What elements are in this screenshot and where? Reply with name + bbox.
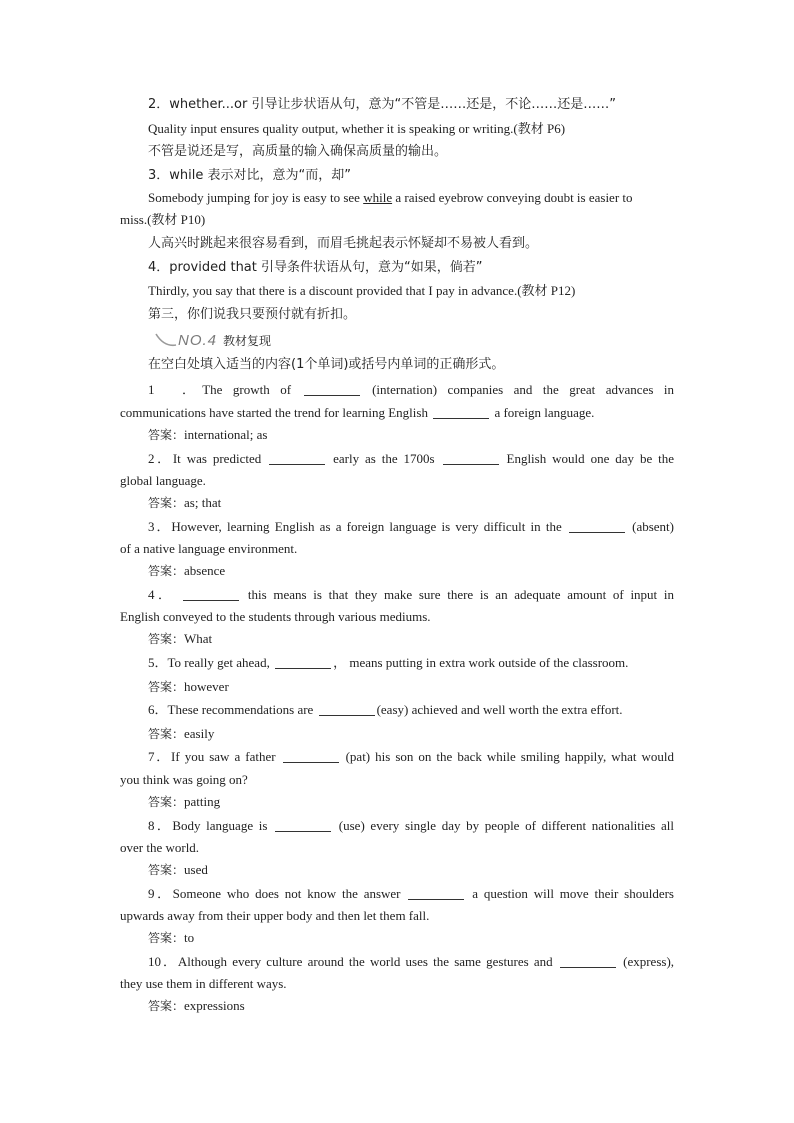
exercise-3-answer: 答案：absence — [148, 563, 226, 578]
exercise-7-line1: 7．If you saw a father (pat) his son on the back while smiling happily, what would — [148, 749, 674, 764]
item4-title: 4．provided that 引导条件状语从句，意为“如果，倘若” — [148, 260, 483, 275]
item4-example-zh: 第三，你们说我只要预付就有折扣。 — [148, 307, 357, 322]
exercise-9-line2: upwards away from their upper body and then let them fall. — [120, 908, 430, 923]
exercise-1-line1: 1 ．The growth of (internation) companies and the great advances in — [148, 382, 675, 397]
underlined-while: while — [363, 190, 393, 205]
exercise-8-line2: over the world. — [120, 840, 200, 855]
blank — [283, 750, 339, 763]
exercise-10-answer: 答案：expressions — [148, 998, 245, 1013]
section-title: 教材复现 — [223, 334, 272, 348]
item3-title: 3．while 表示对比，意为“而，却” — [148, 168, 351, 183]
exercise-3-line1: 3．However, learning English as a foreign language is very difficult in the (absent) — [148, 519, 674, 534]
exercise-4-line2: English conveyed to the students through various mediums. — [120, 609, 431, 624]
exercise-8-answer: 答案：used — [148, 862, 208, 877]
exercise-8-line1: 8．Body language is (use) every single day by people of different nationalities all — [148, 818, 675, 833]
item3-example-en-line1: Somebody jumping for joy is easy to see while a raised eyebrow conveying doubt is easier to — [148, 190, 633, 205]
item2-title: 2．whether...or 引导让步状语从句，意为“不管是……还是，不论……还是……” — [148, 97, 616, 112]
section-instruction: 在空白处填入适当的内容(1个单词)或括号内单词的正确形式。 — [148, 357, 505, 372]
item3-example-zh: 人高兴时跳起来很容易看到，而眉毛挑起表示怀疑却不易被人看到。 — [148, 236, 539, 251]
exercise-2-answer: 答案：as; that — [148, 495, 222, 510]
exercise-4-answer: 答案：What — [148, 631, 213, 646]
section-badge: NO.4 — [178, 332, 218, 349]
blank — [560, 955, 616, 968]
item3-example-en-line2: miss.(教材 P10) — [120, 212, 206, 227]
exercise-4-line1: 4． this means is that they make sure there is an adequate amount of input in — [148, 587, 674, 602]
blank — [269, 452, 325, 465]
exercise-2-line2: global language. — [120, 473, 206, 488]
blank — [569, 520, 625, 533]
exercise-10-line2: they use them in different ways. — [120, 976, 287, 991]
blank — [319, 703, 375, 716]
exercise-9-answer: 答案：to — [148, 930, 195, 945]
section-header — [154, 331, 674, 351]
exercise-3-line2: of a native language environment. — [120, 541, 298, 556]
blank — [275, 819, 331, 832]
exercise-1-line2: communications have started the trend for learning English a foreign language. — [120, 405, 595, 420]
exercise-5-line1: 5．To really get ahead, ， means putting in extra work outside of the classroom. — [148, 655, 629, 670]
exercise-9-line1: 9．Someone who does not know the answer a question will move their shoulders — [148, 886, 674, 901]
blank — [275, 656, 331, 669]
exercise-6-line1: 6．These recommendations are (easy) achieved and well worth the extra effort. — [148, 702, 623, 717]
blank — [443, 452, 499, 465]
item2-example-zh: 不管是说还是写，高质量的输入确保高质量的输出。 — [148, 144, 448, 159]
exercise-7-line2: you think was going on? — [120, 772, 248, 787]
blank — [433, 406, 489, 419]
blank — [304, 383, 360, 396]
exercise-6-answer: 答案：easily — [148, 726, 215, 741]
item2-example-en: Quality input ensures quality output, whether it is speaking or writing.(教材 P6) — [148, 121, 566, 136]
exercise-10-line1: 10．Although every culture around the world uses the same gestures and (express), — [148, 954, 675, 969]
exercise-2-line1: 2．It was predicted early as the 1700s English would one day be the — [148, 451, 675, 466]
blank — [183, 588, 239, 601]
item4-example-en: Thirdly, you say that there is a discount provided that I pay in advance.(教材 P12) — [148, 283, 576, 298]
exercise-7-answer: 答案：patting — [148, 794, 221, 809]
exercise-1-answer: 答案：international; as — [148, 427, 268, 442]
blank — [408, 887, 464, 900]
exercise-5-answer: 答案：however — [148, 679, 229, 694]
